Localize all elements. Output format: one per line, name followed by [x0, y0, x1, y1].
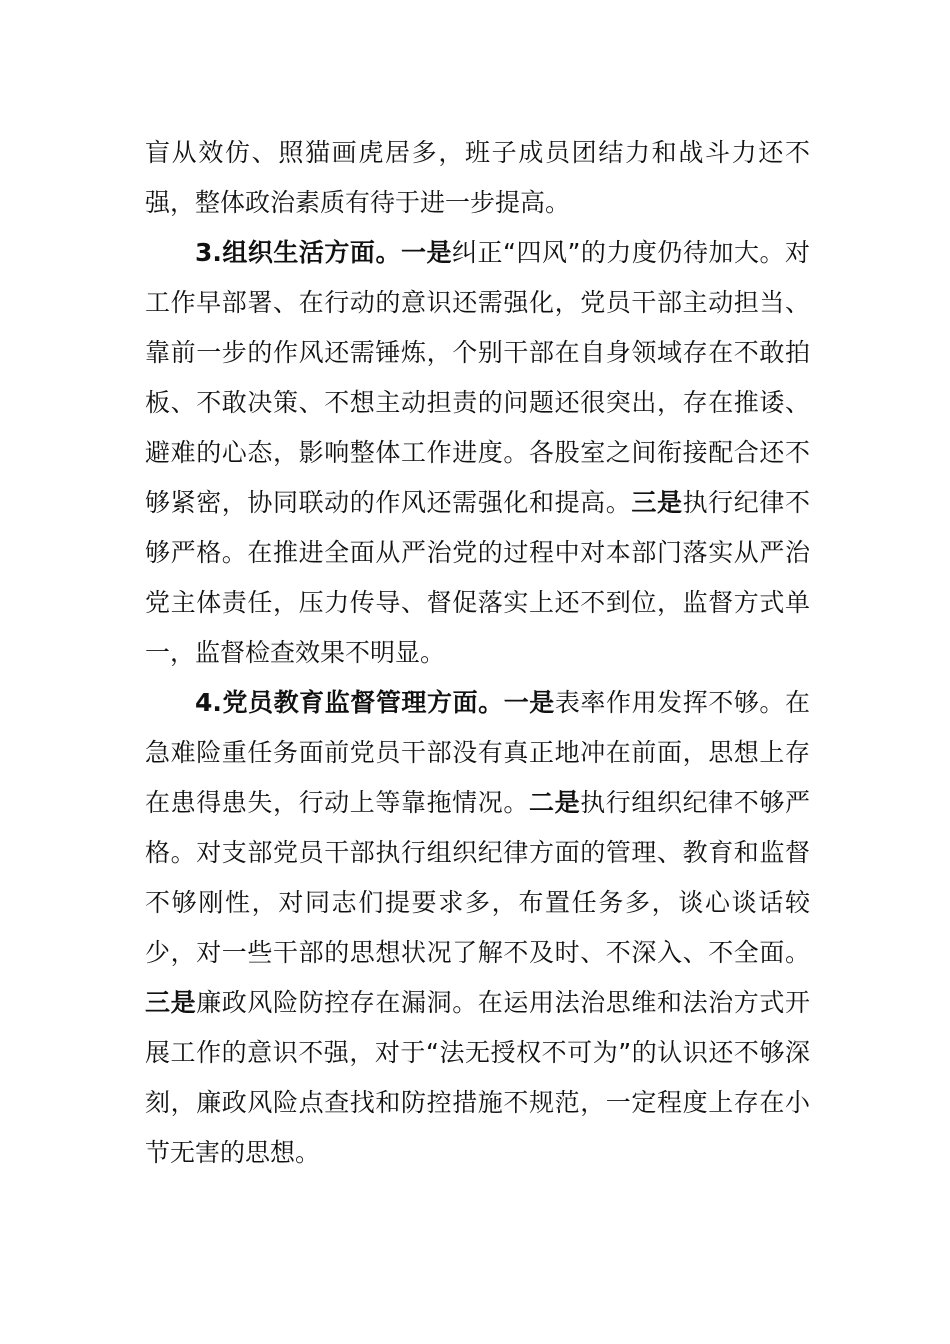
paragraph-organization-life — [145, 228, 810, 678]
paragraph-member-education — [145, 678, 810, 1178]
text-segment: 表率作用发挥不够。在急难险重任务面前党员干部没有真正地冲在前面，思想上存在患得患失，行动上等靠拖情况。 — [145, 688, 810, 817]
section-heading: 4.党员教育监督管理方面。 — [195, 688, 504, 717]
paragraph-continuation — [145, 128, 810, 228]
text-segment: 纠正“四风”的力度仍待加大。对工作早部署、在行动的意识还需强化，党员干部主动担当、靠前一步的作风还需锤炼，个别干部在自身领域存在不敢拍板、不敢决策、不想主动担责的问题还很突出，存在推诿、避难的心态，影响整体工作进度。各股室之间衔接配合还不够紧密，协同联动的作风还需强化和提高。 — [145, 238, 810, 517]
point-marker: 二是 — [528, 788, 581, 817]
text-segment: 执行纪律不够严格。在推进全面从严治党的过程中对本部门落实从严治党主体责任，压力传导、督促落实上还不到位，监督方式单一，监督检查效果不明显。 — [145, 488, 810, 667]
text-segment: 盲从效仿、照猫画虎居多，班子成员团结力和战斗力还不强，整体政治素质有待于进一步提高。 — [145, 138, 810, 217]
document-page — [145, 128, 810, 1178]
point-marker: 一是 — [400, 238, 452, 267]
point-marker: 三是 — [145, 988, 197, 1017]
text-segment: 廉政风险防控存在漏洞。在运用法治思维和法治方式开展工作的意识不强，对于“法无授权不可为”的认识还不够深刻，廉政风险点查找和防控措施不规范，一定程度上存在小节无害的思想。 — [145, 988, 810, 1167]
point-marker: 三是 — [631, 488, 683, 517]
section-heading: 3.组织生活方面。 — [195, 238, 401, 267]
point-marker: 一是 — [503, 688, 555, 717]
text-segment: 执行组织纪律不够严格。对支部党员干部执行组织纪律方面的管理、教育和监督不够刚性，对同志们提要求多，布置任务多，谈心谈话较少，对一些干部的思想状况了解不及时、不深入、不全面。 — [145, 788, 810, 967]
